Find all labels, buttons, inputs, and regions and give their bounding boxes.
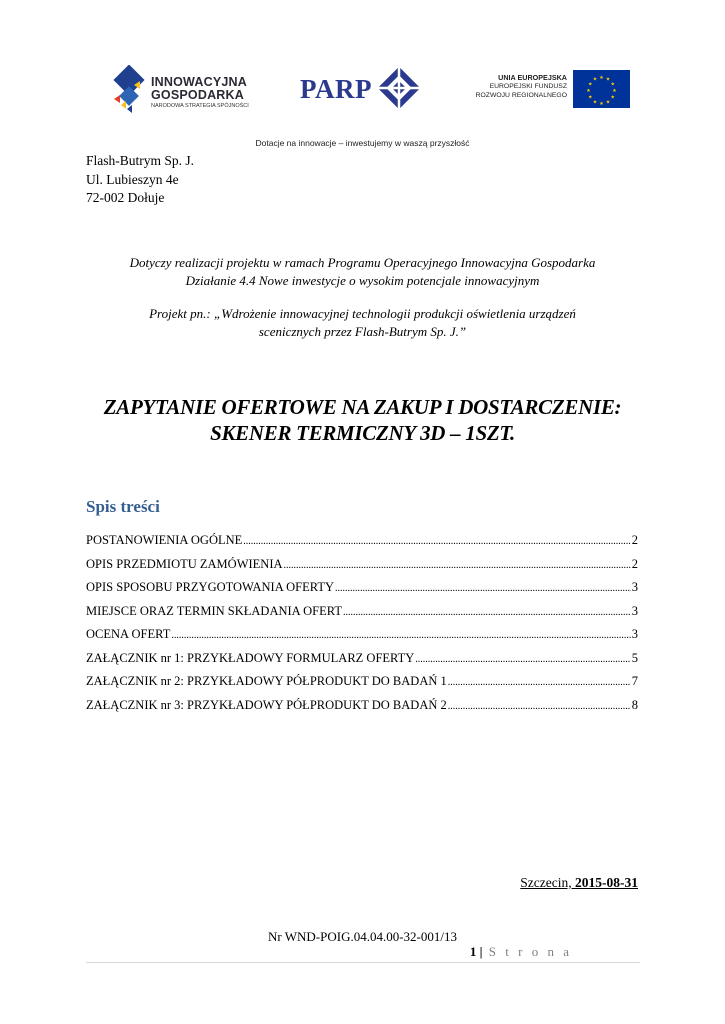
toc-entry[interactable] — [86, 580, 638, 604]
innowacyjna-emblem-icon — [112, 65, 148, 115]
innowacyjna-line1: INNOWACYJNA — [151, 75, 247, 89]
project-line2: Działanie 4.4 Nowe inwestycje o wysokim potencjale innowacyjnym — [185, 273, 540, 288]
toc-entry-page: 8 — [631, 697, 638, 712]
page-number-block — [470, 944, 572, 960]
place-date — [520, 875, 638, 891]
toc-entry[interactable] — [86, 557, 638, 581]
recipient-address — [86, 152, 194, 208]
toc-entry-label: OPIS SPOSOBU PRZYGOTOWANIA OFERTY — [86, 580, 335, 594]
toc-entry[interactable] — [86, 533, 638, 557]
address-city: 72-002 Dołuje — [86, 190, 165, 205]
eu-line1: UNIA EUROPEJSKA — [498, 73, 567, 82]
svg-text:★: ★ — [592, 76, 598, 83]
document-title — [60, 394, 665, 446]
innowacyjna-line3: NARODOWA STRATEGIA SPÓJNOŚCI — [151, 103, 249, 109]
page-separator: | — [479, 944, 483, 959]
title-line1: ZAPYTANIE OFERTOWE NA ZAKUP I DOSTARCZENIE: — [103, 395, 622, 419]
toc-entry-label: OPIS PRZEDMIOTU ZAMÓWIENIA — [86, 556, 283, 571]
toc-entry-page: 5 — [631, 650, 638, 665]
toc-leader-dots — [343, 607, 631, 618]
toc-leader-dots — [448, 701, 631, 712]
parp-text: PARP — [300, 74, 372, 104]
project-line1: Dotyczy realizacji projektu w ramach Programu Operacyjnego Innowacyjna Gospodarka — [129, 255, 596, 270]
toc-entry-page: 3 — [631, 603, 638, 618]
parp-logo — [300, 66, 425, 112]
svg-text:★: ★ — [610, 94, 616, 101]
svg-text:★: ★ — [586, 88, 591, 94]
tagline: Dotacje na innowacje – inwestujemy w waszą przyszłość — [255, 138, 470, 148]
innowacyjna-line2: GOSPODARKA — [151, 88, 244, 102]
document-number: Nr WND-POIG.04.04.00-32-001/13 — [268, 929, 457, 944]
eu-line3: ROZWOJU REGIONALNEGO — [475, 92, 567, 99]
toc-entry-page: 3 — [631, 580, 638, 594]
toc-leader-dots — [335, 583, 631, 594]
svg-text:★: ★ — [592, 99, 598, 106]
toc-entry[interactable] — [86, 627, 638, 651]
toc-leader-dots — [171, 630, 630, 641]
eu-line2: EUROPEJSKI FUNDUSZ — [489, 83, 567, 90]
toc-entry-label: OCENA OFERT — [86, 627, 171, 641]
toc-entry-label: ZAŁĄCZNIK nr 1: PRZYKŁADOWY FORMULARZ OFERTY — [86, 650, 415, 665]
eu-flag-icon — [573, 70, 630, 108]
toc-entry-label: ZAŁĄCZNIK nr 2: PRZYKŁADOWY PÓŁPRODUKT DO BADAŃ 1 — [86, 674, 447, 688]
address-street: Ul. Lubieszyn 4e — [86, 171, 179, 187]
page-word: S t r o n a — [488, 944, 572, 959]
toc-entry-page: 2 — [631, 556, 638, 571]
svg-text:★: ★ — [599, 101, 604, 107]
footer-divider — [86, 962, 640, 963]
toc-entry[interactable] — [86, 651, 638, 675]
toc-entry[interactable] — [86, 698, 638, 722]
toc-entry[interactable] — [86, 674, 638, 698]
toc-heading: Spis treści — [86, 497, 160, 516]
project-line4: scenicznych przez Flash-Butrym Sp. J.” — [258, 324, 467, 339]
toc-entry-label: ZAŁĄCZNIK nr 3: PRZYKŁADOWY PÓŁPRODUKT DO BADAŃ 2 — [86, 697, 447, 712]
svg-text:★: ★ — [612, 88, 617, 94]
page-footer — [86, 944, 640, 964]
toc-leader-dots — [284, 560, 631, 571]
toc-entry-label: MIEJSCE ORAZ TERMIN SKŁADANIA OFERT — [86, 603, 342, 618]
toc-leader-dots — [415, 654, 630, 665]
svg-text:★: ★ — [599, 75, 604, 81]
svg-text:★: ★ — [605, 76, 611, 83]
toc-leader-dots — [448, 677, 631, 688]
toc-entry-page: 3 — [631, 627, 638, 641]
project-info — [60, 254, 665, 341]
project-line3: Projekt pn.: „Wdrożenie innowacyjnej technologii produkcji oświetlenia urządzeń — [149, 306, 576, 321]
toc-leader-dots — [243, 536, 630, 547]
title-line2: SKENER TERMICZNY 3D – 1SZT. — [210, 421, 515, 445]
toc-entry[interactable] — [86, 604, 638, 628]
parp-emblem-icon — [376, 66, 424, 112]
address-company: Flash-Butrym Sp. J. — [86, 153, 195, 168]
toc-entry-label: POSTANOWIENIA OGÓLNE — [86, 533, 243, 547]
page-number: 1 — [469, 944, 477, 959]
toc-entry-page: 2 — [631, 533, 638, 547]
date-text: 2015-08-31 — [575, 875, 638, 890]
innowacyjna-gospodarka-logo — [112, 65, 272, 115]
svg-text:★: ★ — [610, 81, 616, 88]
place-text: Szczecin, — [520, 875, 575, 890]
svg-text:★: ★ — [605, 99, 611, 106]
svg-text:★: ★ — [587, 94, 593, 101]
toc-entry-page: 7 — [631, 674, 638, 688]
svg-text:★: ★ — [587, 81, 593, 88]
table-of-contents — [86, 533, 638, 721]
eu-logo — [472, 70, 630, 110]
